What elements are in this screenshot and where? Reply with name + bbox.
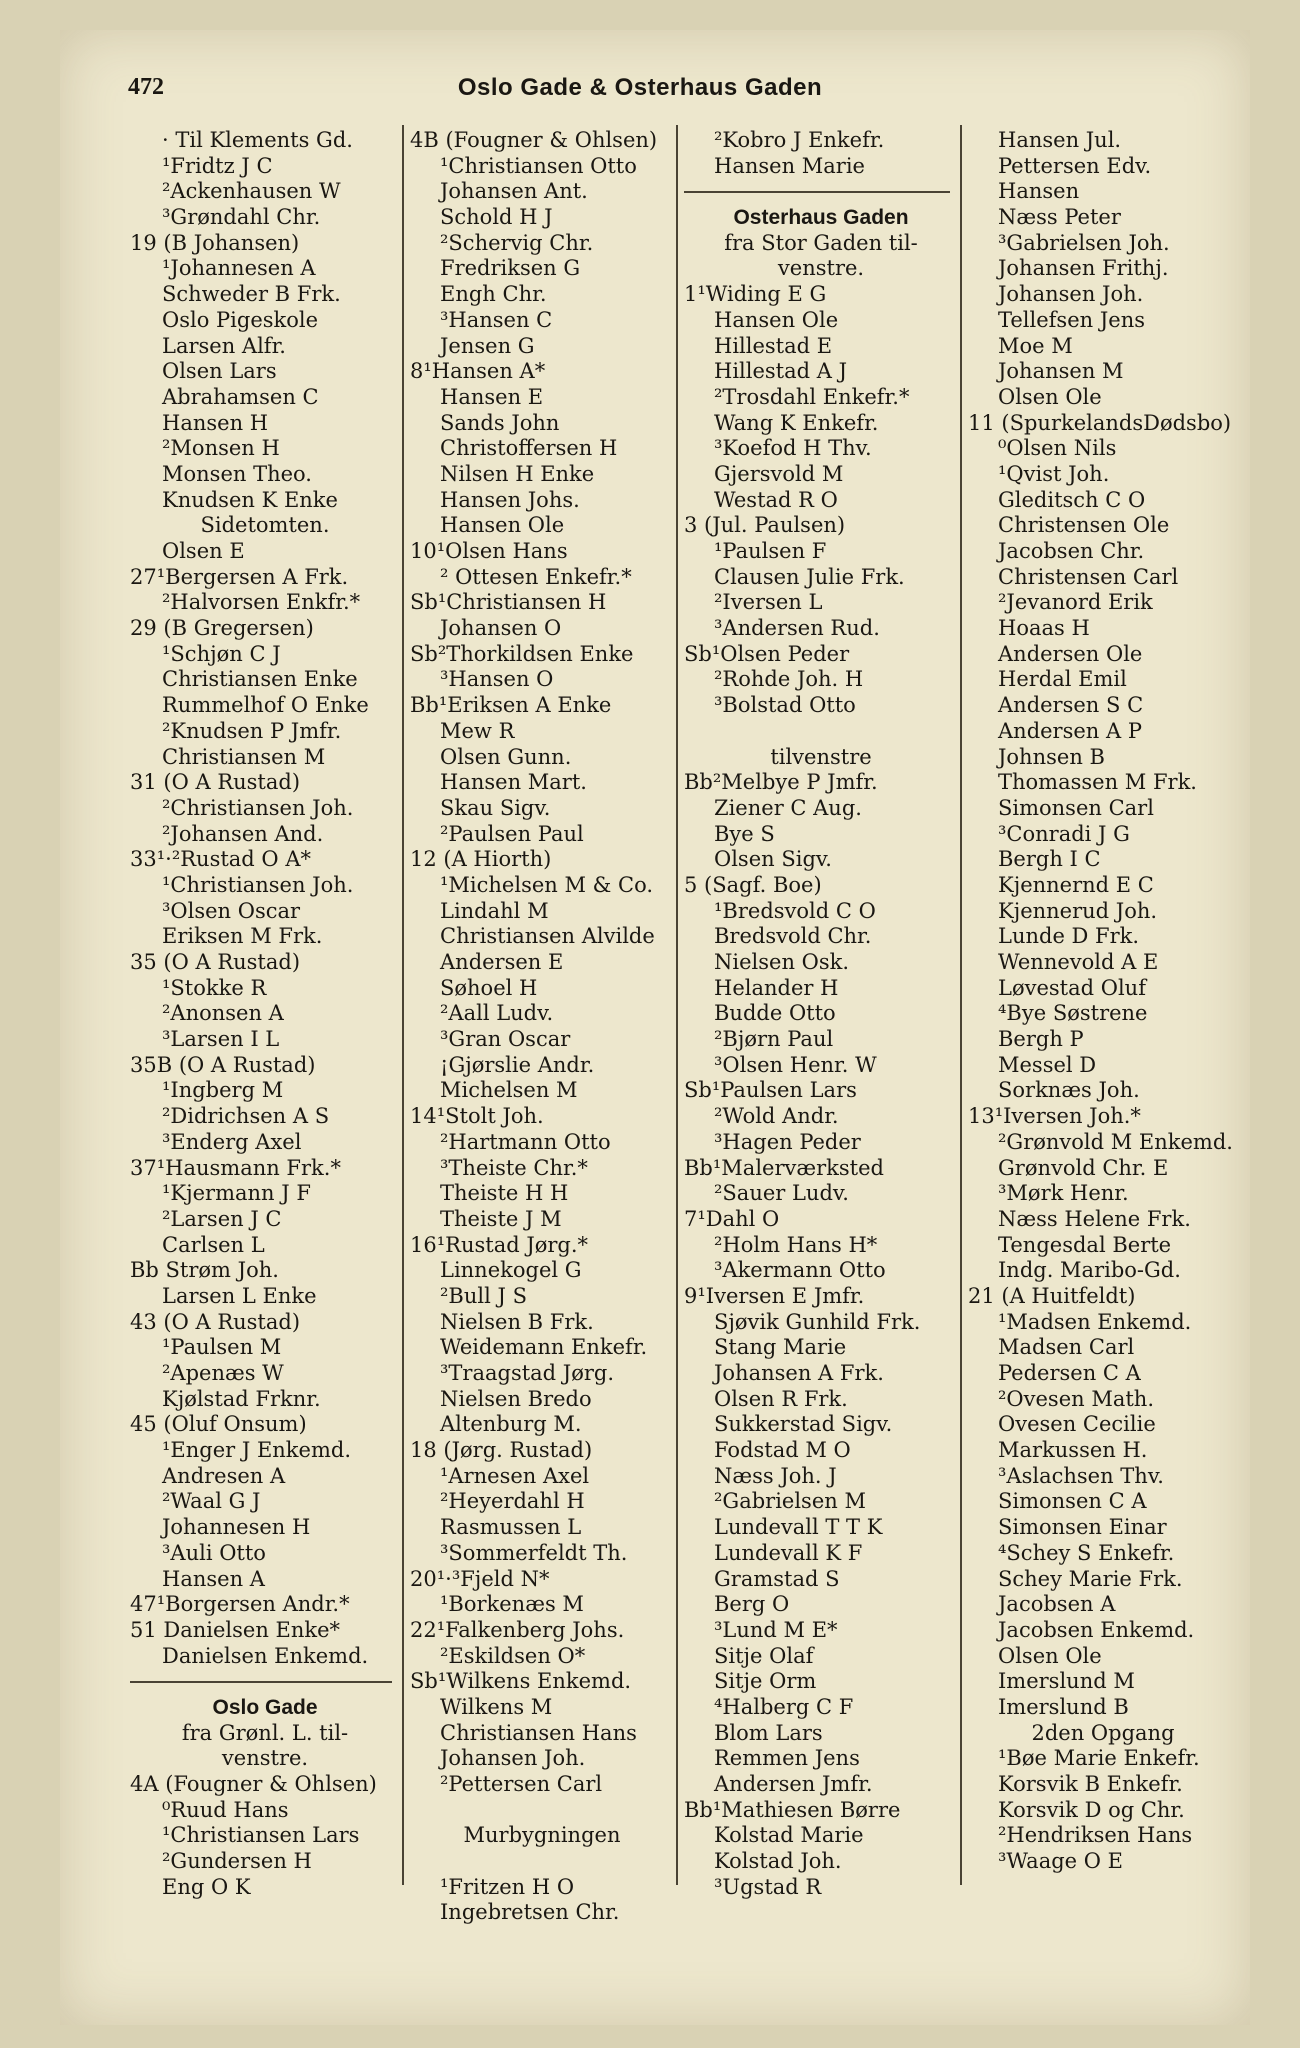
directory-entry: ³Grøndahl Chr. xyxy=(162,205,321,230)
directory-entry: Pettersen Edv. xyxy=(998,153,1152,178)
directory-entry: Kjølstad Frknr. xyxy=(162,1386,321,1411)
directory-entry: 43 (O A Rustad) xyxy=(130,1309,301,1334)
directory-entry: ²Halvorsen Enkfr.* xyxy=(162,590,361,615)
directory-entry: Hillestad A J xyxy=(714,359,848,384)
directory-entry: Carlsen L xyxy=(162,1232,265,1257)
directory-entry: Kolstad Joh. xyxy=(714,1849,842,1874)
column-2 xyxy=(410,128,674,1926)
directory-entry: ³Akermann Otto xyxy=(714,1258,886,1283)
directory-entry: venstre. xyxy=(777,256,865,281)
directory-entry xyxy=(684,719,958,745)
directory-entry xyxy=(684,179,958,205)
directory-entry: Sands John xyxy=(440,410,560,435)
directory-entry: ¹Stokke R xyxy=(162,975,267,1000)
directory-entry: ¡Gjørslie Andr. xyxy=(440,1052,595,1077)
directory-entry: Sjøvik Gunhild Frk. xyxy=(714,1309,921,1334)
directory-entry: Johannesen H xyxy=(162,1515,311,1540)
directory-entry: Lundevall K F xyxy=(714,1540,863,1565)
directory-entry: Sb¹Christiansen H xyxy=(410,590,607,615)
directory-entry: ¹Bredsvold C O xyxy=(714,898,876,923)
directory-entry: Fredriksen G xyxy=(440,256,581,281)
directory-entry: Kolstad Marie xyxy=(714,1823,864,1848)
directory-entry: Andersen S C xyxy=(998,693,1144,718)
directory-entry: Larsen Alfr. xyxy=(162,333,286,358)
directory-entry: Wennevold A E xyxy=(998,950,1159,974)
directory-entry: Næss Peter xyxy=(998,205,1121,230)
directory-entry: Sitje Olaf xyxy=(714,1643,814,1668)
directory-entry: Johansen Joh. xyxy=(440,1746,586,1771)
directory-entry: ³Bolstad Otto xyxy=(714,693,856,718)
directory-entry: ²Waal G J xyxy=(162,1489,261,1514)
directory-entry: 14¹Stolt Joh. xyxy=(410,1104,544,1129)
directory-entry: 18 (Jørg. Rustad) xyxy=(410,1438,593,1463)
directory-entry: ²Eskildsen O* xyxy=(440,1643,586,1668)
directory-entry: ¹Arnesen Axel xyxy=(440,1463,590,1488)
directory-entry: Christensen Ole xyxy=(998,513,1170,538)
directory-entry: Andersen E xyxy=(440,950,564,974)
directory-entry: ²Sauer Ludv. xyxy=(714,1181,849,1206)
directory-entry: Gramstad S xyxy=(714,1566,840,1591)
directory-entry: ³Aslachsen Thv. xyxy=(998,1463,1164,1488)
directory-entry: ²Pettersen Carl xyxy=(440,1772,603,1796)
directory-entry: Olsen R Frk. xyxy=(714,1386,848,1411)
directory-entry: ⁴Bye Søstrene xyxy=(998,1001,1148,1026)
directory-entry: ²Aall Ludv. xyxy=(440,1001,554,1026)
directory-entry: ¹Fritzen H O xyxy=(440,1874,575,1899)
directory-entry: Næss Joh. J xyxy=(714,1463,837,1488)
directory-entry: ²Larsen J C xyxy=(162,1206,282,1231)
directory-entry: Rummelhof O Enke xyxy=(162,693,369,718)
directory-entry: Ziener C Aug. xyxy=(714,795,862,820)
directory-entry: ²Ovesen Math. xyxy=(998,1386,1154,1411)
directory-entry: ²Knudsen P Jmfr. xyxy=(162,718,342,743)
directory-entry: Korsvik D og Chr. xyxy=(998,1797,1185,1822)
directory-entry: Stang Marie xyxy=(714,1335,847,1360)
directory-entry: Sidetomten. xyxy=(200,513,330,538)
column-separator xyxy=(960,125,962,1885)
directory-entry: Johansen Joh. xyxy=(998,282,1144,307)
directory-entry: 35 (O A Rustad) xyxy=(130,950,301,974)
directory-entry: fra Grønl. L. til- xyxy=(181,1720,349,1745)
directory-entry: 9¹Iversen E Jmfr. xyxy=(684,1283,865,1308)
directory-entry: Danielsen Enkemd. xyxy=(162,1643,369,1668)
directory-entry: ²Trosdahl Enkefr.* xyxy=(714,384,910,409)
directory-entry: ¹Michelsen M & Co. xyxy=(440,872,654,897)
directory-entry: Hansen Ole xyxy=(714,307,839,332)
directory-entry: ¹Borkenæs M xyxy=(440,1592,584,1617)
directory-entry: Bergh P xyxy=(998,1027,1084,1052)
section-rule xyxy=(684,191,950,193)
directory-entry: Hansen Jul. xyxy=(998,128,1122,152)
directory-entry: ² Ottesen Enkefr.* xyxy=(440,564,632,589)
directory-entry: Nielsen Bredo xyxy=(440,1386,592,1411)
directory-entry: Johansen M xyxy=(998,359,1124,384)
directory-entry: Andresen A xyxy=(162,1463,286,1488)
directory-entry: Søhoel H xyxy=(440,975,538,1000)
directory-entry: Sb¹Wilkens Enkemd. xyxy=(410,1669,632,1694)
directory-entry: ³Auli Otto xyxy=(162,1540,266,1565)
directory-entry: ²Jevanord Erik xyxy=(998,590,1153,615)
directory-entry: ²Hartmann Otto xyxy=(440,1129,611,1154)
directory-entry: Thomassen M Frk. xyxy=(998,770,1197,795)
directory-entry: Schweder B Frk. xyxy=(162,282,341,307)
directory-entry: ¹Schjøn C J xyxy=(162,641,281,666)
directory-entry: Bb²Melbye P Jmfr. xyxy=(684,770,878,795)
directory-entry: ³Andersen Rud. xyxy=(714,616,880,641)
directory-entry: Eriksen M Frk. xyxy=(162,924,323,949)
directory-entry: ¹Christiansen Otto xyxy=(440,153,637,178)
directory-entry: Wilkens M xyxy=(440,1694,553,1719)
directory-entry: 5 (Sagf. Boe) xyxy=(684,872,822,897)
directory-entry: Jensen G xyxy=(440,333,535,358)
directory-entry: Hillestad E xyxy=(714,333,833,358)
directory-entry: venstre. xyxy=(221,1746,309,1771)
directory-entry: ³Waage O E xyxy=(998,1849,1123,1874)
directory-entry: ²Schervig Chr. xyxy=(440,230,594,255)
directory-entry: Hansen Johs. xyxy=(440,487,580,512)
column-4 xyxy=(968,128,1238,1875)
directory-entry: Eng O K xyxy=(162,1874,251,1899)
directory-entry: Altenburg M. xyxy=(440,1412,582,1437)
directory-entry: 16¹Rustad Jørg.* xyxy=(410,1232,589,1257)
directory-entry: Theiste H H xyxy=(440,1181,569,1206)
directory-entry: Simonsen C A xyxy=(998,1489,1147,1514)
directory-entry: Rasmussen L xyxy=(440,1515,582,1540)
directory-entry: ¹Bøe Marie Enkefr. xyxy=(998,1746,1200,1771)
column-3 xyxy=(684,128,958,1900)
directory-entry: Pedersen C A xyxy=(998,1361,1141,1385)
directory-entry: Skau Sigv. xyxy=(440,795,551,820)
directory-entry: · Til Klements Gd. xyxy=(162,128,353,152)
directory-entry: Grønvold Chr. E xyxy=(998,1155,1169,1180)
directory-entry: 2den Opgang xyxy=(1031,1720,1175,1745)
directory-entry: ²Johansen And. xyxy=(162,821,324,846)
directory-entry: Sorknæs Joh. xyxy=(998,1078,1140,1103)
directory-entry: Bb Strøm Joh. xyxy=(130,1258,279,1283)
directory-entry: Løvestad Oluf xyxy=(998,975,1146,1000)
directory-entry: Andersen Jmfr. xyxy=(714,1772,873,1796)
directory-entry: Ingebretsen Chr. xyxy=(440,1900,620,1925)
directory-entry: ²Apenæs W xyxy=(162,1361,284,1385)
directory-entry: Imerslund M xyxy=(998,1669,1135,1694)
directory-entry: 45 (Oluf Onsum) xyxy=(130,1412,307,1437)
directory-entry: Clausen Julie Frk. xyxy=(714,564,905,589)
directory-entry: ¹Johannesen A xyxy=(162,256,316,281)
directory-entry: ²Bjørn Paul xyxy=(714,1027,834,1052)
directory-entry: Johansen O xyxy=(440,616,562,641)
directory-entry: Olsen Ole xyxy=(998,1643,1102,1668)
directory-entry: 19 (B Johansen) xyxy=(130,230,300,255)
directory-entry: Monsen Theo. xyxy=(162,461,312,486)
directory-entry: Jacobsen Chr. xyxy=(998,539,1145,563)
directory-entry: 31 (O A Rustad) xyxy=(130,770,301,795)
directory-entry: Schey Marie Frk. xyxy=(998,1566,1183,1591)
directory-entry: ²Paulsen Paul xyxy=(440,821,584,846)
directory-entry: ¹Paulsen F xyxy=(714,539,827,563)
directory-entry: Markussen H. xyxy=(998,1438,1148,1463)
directory-entry: Fodstad M O xyxy=(714,1438,851,1463)
section-rule xyxy=(130,1681,392,1683)
directory-entry: Madsen Carl xyxy=(998,1335,1135,1360)
directory-entry: Christiansen Enke xyxy=(162,667,358,692)
directory-entry: ²Holm Hans H* xyxy=(714,1232,878,1257)
directory-entry: Nielsen Osk. xyxy=(714,950,850,974)
directory-entry: 35B (O A Rustad) xyxy=(130,1052,316,1077)
directory-entry: ²Heyerdahl H xyxy=(440,1489,585,1514)
directory-entry: ²Anonsen A xyxy=(162,1001,284,1026)
directory-entry: 3 (Jul. Paulsen) xyxy=(684,513,846,538)
directory-entry: ³Ugstad R xyxy=(714,1874,822,1899)
directory-entry: Linnekogel G xyxy=(440,1258,582,1283)
directory-entry: ³Larsen I L xyxy=(162,1027,280,1052)
directory-entry: Johansen Frithj. xyxy=(998,256,1169,281)
directory-entry: Johansen A Frk. xyxy=(714,1361,884,1385)
directory-entry: Johnsen B xyxy=(998,744,1105,769)
directory-entry: Bb¹Malerværksted xyxy=(684,1155,884,1180)
directory-entry: Kjennernd E C xyxy=(998,872,1154,897)
directory-entry: 22¹Falkenberg Johs. xyxy=(410,1617,625,1642)
directory-entry: ¹Madsen Enkemd. xyxy=(998,1309,1192,1334)
directory-entry: ²Grønvold M Enkemd. xyxy=(998,1129,1233,1154)
directory-entry: Wang K Enkefr. xyxy=(714,410,879,435)
directory-entry: Tellefsen Jens xyxy=(998,307,1145,332)
directory-entry: Weidemann Enkefr. xyxy=(440,1335,648,1360)
directory-entry xyxy=(410,1849,674,1875)
directory-entry: ⁴Schey S Enkefr. xyxy=(998,1540,1175,1565)
directory-entry: Mew R xyxy=(440,718,515,743)
page-number: 472 xyxy=(128,74,164,100)
directory-entry: ³Olsen Henr. W xyxy=(714,1052,877,1077)
directory-entry: Bb¹Eriksen A Enke xyxy=(410,693,612,718)
directory-entry: Theiste J M xyxy=(440,1206,562,1231)
section-heading: Osterhaus Gaden xyxy=(733,206,909,230)
directory-entry: Hansen Marie xyxy=(714,153,865,178)
section-heading: Oslo Gade xyxy=(212,1695,318,1719)
directory-entry: Hansen Mart. xyxy=(440,770,587,795)
directory-entry: ³Hansen O xyxy=(440,667,554,692)
directory-entry: 20¹·³Fjeld N* xyxy=(410,1566,550,1591)
directory-entry: ¹Ingberg M xyxy=(162,1078,284,1103)
directory-entry: Nilsen H Enke xyxy=(440,461,595,486)
directory-entry: 33¹·²Rustad O A* xyxy=(130,847,311,872)
directory-entry: ¹Christiansen Lars xyxy=(162,1823,360,1848)
directory-entry: ³Enderg Axel xyxy=(162,1129,302,1154)
directory-entry: Hoaas H xyxy=(998,616,1090,641)
directory-entry: Lundevall T T K xyxy=(714,1515,883,1540)
directory-entry: 27¹Bergersen A Frk. xyxy=(130,564,349,589)
page-header xyxy=(80,74,1200,114)
directory-entry: ³Gran Oscar xyxy=(440,1027,571,1052)
directory-entry: Gjersvold M xyxy=(714,461,844,486)
directory-entry: ²Didrichsen A S xyxy=(162,1104,330,1129)
directory-entry: Andersen A P xyxy=(998,718,1142,743)
directory-entry: Oslo Pigeskole xyxy=(162,307,319,332)
directory-entry: 21 (A Huitfeldt) xyxy=(968,1283,1136,1308)
directory-entry: Lindahl M xyxy=(440,898,549,923)
directory-entry: ²Monsen H xyxy=(162,436,280,461)
directory-entry: Gleditsch C O xyxy=(998,487,1146,512)
directory-entry: 1¹Widing E G xyxy=(684,282,827,307)
directory-entry: Sb¹Paulsen Lars xyxy=(684,1078,857,1103)
directory-entry: Larsen L Enke xyxy=(162,1283,317,1308)
directory-entry: Sukkerstad Sigv. xyxy=(714,1412,893,1437)
directory-entry: Michelsen M xyxy=(440,1078,578,1103)
column-separator xyxy=(676,125,678,1885)
directory-entry: ²Gabrielsen M xyxy=(714,1489,866,1514)
directory-entry: Simonsen Einar xyxy=(998,1515,1167,1540)
directory-entry: Andersen Ole xyxy=(998,641,1143,666)
directory-entry: fra Stor Gaden til- xyxy=(724,230,918,255)
directory-entry: Schold H J xyxy=(440,205,553,230)
directory-entry: Hansen xyxy=(998,179,1080,204)
directory-entry: Næss Helene Frk. xyxy=(998,1206,1191,1231)
directory-entry: Christoffersen H xyxy=(440,436,618,461)
directory-entry: 4A (Fougner & Ohlsen) xyxy=(130,1772,377,1796)
directory-entry: ²Wold Andr. xyxy=(714,1104,839,1129)
directory-entry: ³Lund M E* xyxy=(714,1617,838,1642)
directory-entry: ¹Enger J Enkemd. xyxy=(162,1438,351,1463)
directory-entry: Olsen Sigv. xyxy=(714,847,832,872)
directory-entry: Berg O xyxy=(714,1592,790,1617)
directory-entry: Bye S xyxy=(714,821,775,846)
directory-entry: Christiansen M xyxy=(162,744,326,769)
directory-entry: ¹Christiansen Joh. xyxy=(162,872,354,897)
directory-entry: Hansen E xyxy=(440,384,544,409)
directory-entry: 29 (B Gregersen) xyxy=(130,616,314,641)
directory-entry: Moe M xyxy=(998,333,1073,358)
directory-entry: Messel D xyxy=(998,1052,1097,1077)
directory-entry: 47¹Borgersen Andr.* xyxy=(130,1592,350,1617)
directory-entry: Ovesen Cecilie xyxy=(998,1412,1156,1437)
directory-entry: 7¹Dahl O xyxy=(684,1206,780,1231)
column-separator xyxy=(402,125,404,1885)
directory-entry: Sb²Thorkildsen Enke xyxy=(410,641,634,666)
directory-entry: ²Iversen L xyxy=(714,590,823,615)
directory-entry xyxy=(130,1669,400,1695)
directory-entry: Knudsen K Enke xyxy=(162,487,338,512)
directory-entry: ³Theiste Chr.* xyxy=(440,1155,588,1180)
directory-entry: Christiansen Alvilde xyxy=(440,924,655,949)
directory-entry: Budde Otto xyxy=(714,1001,836,1026)
directory-entry: Imerslund B xyxy=(998,1694,1129,1719)
directory-entry: ³Sommerfeldt Th. xyxy=(440,1540,628,1565)
directory-entry: ³Olsen Oscar xyxy=(162,898,301,923)
directory-entry: Engh Chr. xyxy=(440,282,547,307)
directory-entry: ¹Qvist Joh. xyxy=(998,461,1110,486)
directory-entry: Tengesdal Berte xyxy=(998,1232,1172,1257)
directory-entry: ⁰Ruud Hans xyxy=(162,1797,289,1822)
directory-entry: ⁴Halberg C F xyxy=(714,1694,854,1719)
directory-entry: Olsen E xyxy=(162,539,245,563)
directory-entry: Hansen H xyxy=(162,410,269,435)
directory-entry: Bb¹Mathiesen Børre xyxy=(684,1797,901,1822)
directory-entry: Westad R O xyxy=(714,487,838,512)
directory-entry: ³Koefod H Thv. xyxy=(714,436,872,461)
directory-entry: 11 (SpurkelandsDødsbo) xyxy=(968,410,1232,435)
directory-entry: ³Gabrielsen Joh. xyxy=(998,230,1170,255)
directory-entry: Olsen Ole xyxy=(998,384,1102,409)
directory-entry: Bergh I C xyxy=(998,847,1101,872)
directory-entry: ³Traagstad Jørg. xyxy=(440,1361,615,1385)
directory-entry: ²Christiansen Joh. xyxy=(162,795,354,820)
directory-entry: Helander H xyxy=(714,975,839,1000)
directory-entry: Christiansen Hans xyxy=(440,1720,637,1745)
directory-entry: Christensen Carl xyxy=(998,564,1179,589)
directory-entry: ³Hagen Peder xyxy=(714,1129,861,1154)
directory-entry: ²Hendriksen Hans xyxy=(998,1823,1193,1848)
directory-entry: Remmen Jens xyxy=(714,1746,860,1771)
directory-entry: Lunde D Frk. xyxy=(998,924,1140,949)
directory-entry: ³Mørk Henr. xyxy=(998,1181,1129,1206)
directory-entry: 13¹Iversen Joh.* xyxy=(968,1104,1141,1129)
directory-entry: ³Hansen C xyxy=(440,307,553,332)
directory-entry: ⁰Olsen Nils xyxy=(998,436,1117,461)
directory-entry: tilvenstre xyxy=(770,744,872,769)
directory-entry: Jacobsen Enkemd. xyxy=(998,1617,1195,1642)
directory-entry: Hansen Ole xyxy=(440,513,565,538)
directory-entry: 37¹Hausmann Frk.* xyxy=(130,1155,341,1180)
directory-entry: ²Bull J S xyxy=(440,1283,527,1308)
directory-entry: Abrahamsen C xyxy=(162,384,319,409)
directory-entry: Jacobsen A xyxy=(998,1592,1116,1617)
directory-entry: Sb¹Olsen Peder xyxy=(684,641,850,666)
directory-entry: Korsvik B Enkefr. xyxy=(998,1772,1183,1796)
directory-entry: 8¹Hansen A* xyxy=(410,359,546,384)
directory-entry: Johansen Ant. xyxy=(440,179,588,204)
directory-entry: ³Conradi J G xyxy=(998,821,1130,846)
directory-entry: ²Kobro J Enkefr. xyxy=(714,128,885,152)
directory-entry: ²Ackenhausen W xyxy=(162,179,341,204)
directory-entry: Kjennerud Joh. xyxy=(998,898,1158,923)
directory-entry: Olsen Gunn. xyxy=(440,744,572,769)
directory-entry: 4B (Fougner & Ohlsen) xyxy=(410,128,658,152)
directory-entry: Nielsen B Frk. xyxy=(440,1309,594,1334)
directory-entry: Murbygningen xyxy=(463,1823,621,1848)
directory-entry: Herdal Emil xyxy=(998,667,1127,692)
directory-entry: ¹Paulsen M xyxy=(162,1335,282,1360)
directory-entry: ¹Fridtz J C xyxy=(162,153,273,178)
directory-entry: Blom Lars xyxy=(714,1720,823,1745)
column-1 xyxy=(130,128,400,1900)
directory-entry: Olsen Lars xyxy=(162,359,277,384)
directory-entry xyxy=(410,1798,674,1824)
directory-entry: Indg. Maribo-Gd. xyxy=(998,1258,1181,1283)
directory-entry: Sitje Orm xyxy=(714,1669,817,1694)
directory-entry: ²Rohde Joh. H xyxy=(714,667,864,692)
directory-entry: ¹Kjermann J F xyxy=(162,1181,311,1206)
directory-entry: 51 Danielsen Enke* xyxy=(130,1617,341,1642)
directory-entry: 10¹Olsen Hans xyxy=(410,539,568,563)
directory-entry: 12 (A Hiorth) xyxy=(410,847,552,872)
directory-entry: Simonsen Carl xyxy=(998,795,1154,820)
directory-entry: Bredsvold Chr. xyxy=(714,924,872,949)
directory-entry: Hansen A xyxy=(162,1566,265,1591)
directory-entry: ²Gundersen H xyxy=(162,1849,312,1874)
page-title: Oslo Gade & Osterhaus Gaden xyxy=(457,74,823,101)
